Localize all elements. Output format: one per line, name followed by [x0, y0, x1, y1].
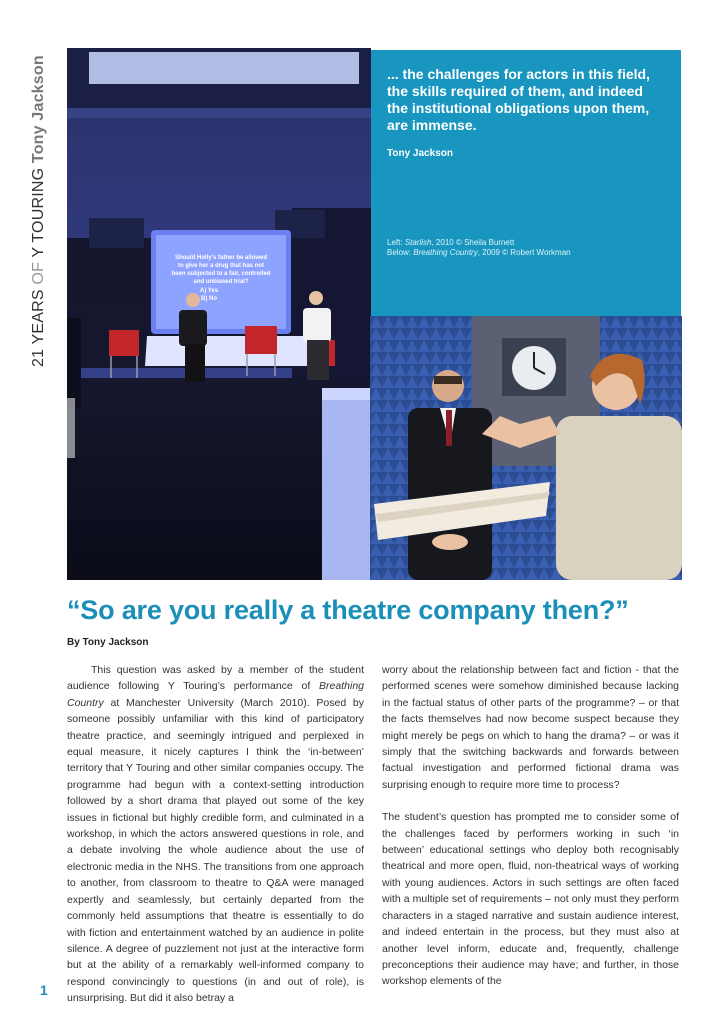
screen-line: Should Holly's father be allowed [174, 255, 268, 261]
screen-line: been subjected to a fair, controlled [171, 271, 271, 277]
article-byline: By Tony Jackson [67, 637, 149, 648]
stage-photo-illustration [67, 48, 371, 580]
paragraph: The student’s question has prompted me to consider some of the challenges faced by performers working in such ‘in between’ educational settings who deploy both recognisably theatrical and more open, fluid, non-theatrical ways of working with young audiences. Actors in such settings are often faced with a multiple set of requirements – not only must they perform characters in a staged narrative and sustain audience interest, and indeed entertain in the process, but they must also at another level inform, educate and, frequently, challenge preconceptions their audience may have; and further, in those workshop elements of the [382, 811, 679, 988]
article-headline: “So are you really a theatre company then?” [67, 595, 629, 625]
running-title-main: 21 YEARS [30, 284, 47, 367]
photo-captions [387, 238, 571, 258]
pull-quote-text: ... the challenges for actors in this field, the skills required of them, and indeed the institutional obligations upon them, are immense. [387, 66, 650, 133]
screen-line: A) Yes [199, 288, 219, 294]
performers-photo-illustration [370, 316, 682, 580]
screen-line: and unbiased trial? [193, 279, 249, 285]
screen-line: B) No [201, 296, 217, 302]
pull-quote-author: Tony Jackson [387, 148, 453, 159]
screen-line: to give her a drug that has not [177, 263, 265, 269]
running-title [28, 42, 54, 367]
running-title-brand: Y TOURING [30, 163, 47, 262]
running-title-of: OF [30, 261, 47, 285]
page-number: 1 [40, 982, 48, 998]
article-column-right [382, 662, 679, 1006]
pull-quote-panel [371, 50, 681, 316]
caption-below: Below: Breathing Country, 2009 © Robert Workman [387, 248, 571, 257]
performers-photo [370, 316, 682, 580]
caption-left: Left: Starlish, 2010 © Sheila Burnett [387, 238, 515, 247]
stage-photo [67, 48, 371, 580]
paragraph: worry about the relationship between fact and fiction - that the performed scenes were somehow diminished because lacking in the factual status of other parts of the programme? – or that the facts themselves had now become suspect because they might merely be pegs on which to hang the drama? – or was it simply that the switching backwards and forwards between factual investigation and performed fictional drama was surprising enough to require more time to process? [382, 664, 679, 791]
article-column-left [67, 662, 364, 1023]
paragraph: This question was asked by a member of the student audience following Y Touring’s performance of Breathing Country at Manchester University (March 2010). Posed by someone possibly unfamiliar with this kind of participatory theatre practice, and seemingly intrigued and perplexed in equal measure, it nicely captures I think the ‘in-between’ territory that Y Touring and other similar companies occupy. The programme had begun with a context-setting introduction followed by a short drama that played out some of the key issues in fictional but highly credible form, and culminated in a workshop, in which the actors answered questions in role, and a debate involving the whole audience about the use of electronic media in the NHS. The transitions from one approach to another, from classroom to theatre to Q&A were managed expertly and seamlessly, but certainly departed from the commonly held assumptions that theatre is essentially to do with fiction and entertainment watched by an audience in polite silence. A degree of puzzlement not just at the interactive form but at the ability of a remarkably well-informed company to respond convincingly to questions (in and out of role), is unsurprising. But did it also betray a [67, 664, 364, 1005]
running-title-author: Tony Jackson [30, 55, 47, 164]
